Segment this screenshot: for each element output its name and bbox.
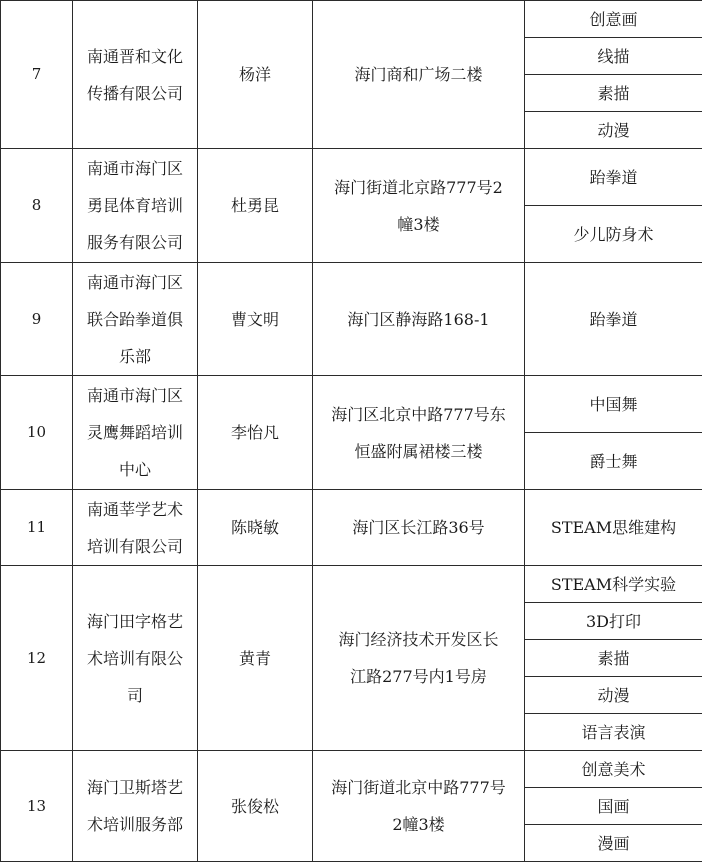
course-cell [525,206,702,263]
table-row [1,149,702,206]
institution-name-line: 术培训服务部 [86,815,183,834]
address-cell [313,376,525,490]
institution-name-cell [73,566,198,751]
institution-name-line: 海门卫斯塔艺 [86,778,183,797]
course-cell [525,376,702,433]
institution-name-line: 南通市海门区 [86,386,183,405]
row-number: 8 [31,196,42,214]
course-cell [525,603,702,640]
institution-name-line: 术培训有限公 [86,648,183,668]
institution-name-cell [73,490,198,566]
course-cell [525,433,702,490]
institution-name-line: 联合跆拳道俱 [86,309,183,329]
address-cell [313,490,525,566]
institution-name-line: 南通晋和文化 [86,46,183,66]
address-line: 海门经济技术开发区长 [338,630,499,649]
row-number: 10 [26,423,47,441]
row-number-cell [1,1,73,149]
course-cell [525,640,702,677]
course-name: 创意画 [589,9,638,29]
course-name: STEAM科学实验 [550,574,677,594]
contact-person: 曹文明 [230,309,279,329]
course-cell [525,75,702,112]
table-row [1,490,702,566]
address-line: 海门街道北京中路777号 [331,778,506,797]
table-row [1,1,702,38]
institution-name-line: 勇昆体育培训 [86,196,183,215]
row-number-cell [1,376,73,490]
row-number: 7 [31,65,42,83]
institution-name-cell [73,149,198,263]
address-line: 海门区北京中路777号东 [331,404,506,424]
address-line: 江路277号内1号房 [350,667,487,686]
course-cell [525,149,702,206]
address-line: 海门街道北京路777号2 [334,177,503,197]
course-cell [525,788,702,825]
course-cell [525,38,702,75]
institution-name-line: 司 [126,685,143,705]
contact-person-cell [198,263,313,376]
course-cell [525,677,702,714]
institution-name-line: 灵鹰舞蹈培训 [86,423,183,442]
row-number: 13 [26,796,47,815]
table-row [1,751,702,788]
course-name: 素描 [597,83,630,103]
table-row [1,263,702,376]
course-cell [525,112,702,149]
address-line: 海门区长江路36号 [352,518,485,537]
course-name: 漫画 [597,833,630,853]
course-cell [525,825,702,862]
row-number: 12 [26,648,47,667]
institution-name-cell [73,376,198,490]
contact-person-cell [198,751,313,862]
course-name: 语言表演 [581,722,646,742]
address-line: 海门区静海路168-1 [347,309,490,329]
contact-person: 张俊松 [230,796,279,816]
course-cell [525,490,702,566]
course-name: 3D打印 [585,611,641,631]
course-name: 少儿防身术 [573,224,654,244]
address-cell [313,566,525,751]
row-number: 11 [26,518,47,536]
course-cell [525,751,702,788]
course-name: 动漫 [597,120,630,140]
address-line: 2幢3楼 [392,815,445,834]
row-number-cell [1,566,73,751]
contact-person: 杜勇昆 [230,196,279,215]
institution-name-line: 服务有限公司 [86,233,183,252]
course-name: 中国舞 [589,394,638,414]
contact-person: 陈晓敏 [230,518,279,537]
course-name: 创意美术 [581,759,646,779]
address-cell [313,1,525,149]
course-cell [525,566,702,603]
address-line: 幢3楼 [397,214,440,234]
address-cell [313,263,525,376]
course-name: 跆拳道 [589,167,638,187]
contact-person-cell [198,1,313,149]
address-line: 恒盛附属裙楼三楼 [354,441,483,461]
table-row [1,376,702,433]
institution-name-cell [73,1,198,149]
institution-name-line: 南通市海门区 [86,159,183,178]
row-number: 9 [31,309,42,328]
address-cell [313,751,525,862]
contact-person: 杨洋 [238,65,271,84]
course-cell [525,263,702,376]
address-line: 海门商和广场二楼 [354,65,483,84]
contact-person: 黄青 [238,648,271,668]
contact-person: 李怡凡 [230,423,279,442]
contact-person-cell [198,149,313,263]
course-name: STEAM思维建构 [550,517,677,537]
row-number-cell [1,263,73,376]
row-number-cell [1,490,73,566]
course-cell [525,1,702,38]
institution-name-line: 南通市海门区 [86,272,183,292]
row-number-cell [1,149,73,263]
course-name: 国画 [597,796,630,816]
course-name: 爵士舞 [589,451,638,471]
course-name: 素描 [597,648,630,668]
institution-name-line: 南通莘学艺术 [86,499,183,519]
institution-name-cell [73,263,198,376]
institution-name-line: 海门田字格艺 [86,611,183,631]
contact-person-cell [198,376,313,490]
institution-name-cell [73,751,198,862]
institution-name-line: 传播有限公司 [86,83,183,103]
contact-person-cell [198,566,313,751]
institution-name-line: 乐部 [118,346,151,366]
address-cell [313,149,525,263]
course-name: 线描 [597,46,630,66]
institution-name-line: 中心 [118,460,151,479]
row-number-cell [1,751,73,862]
contact-person-cell [198,490,313,566]
table-row [1,566,702,603]
course-name: 动漫 [597,685,630,705]
course-name: 跆拳道 [589,309,638,329]
institution-name-line: 培训有限公司 [86,536,183,556]
course-cell [525,714,702,751]
